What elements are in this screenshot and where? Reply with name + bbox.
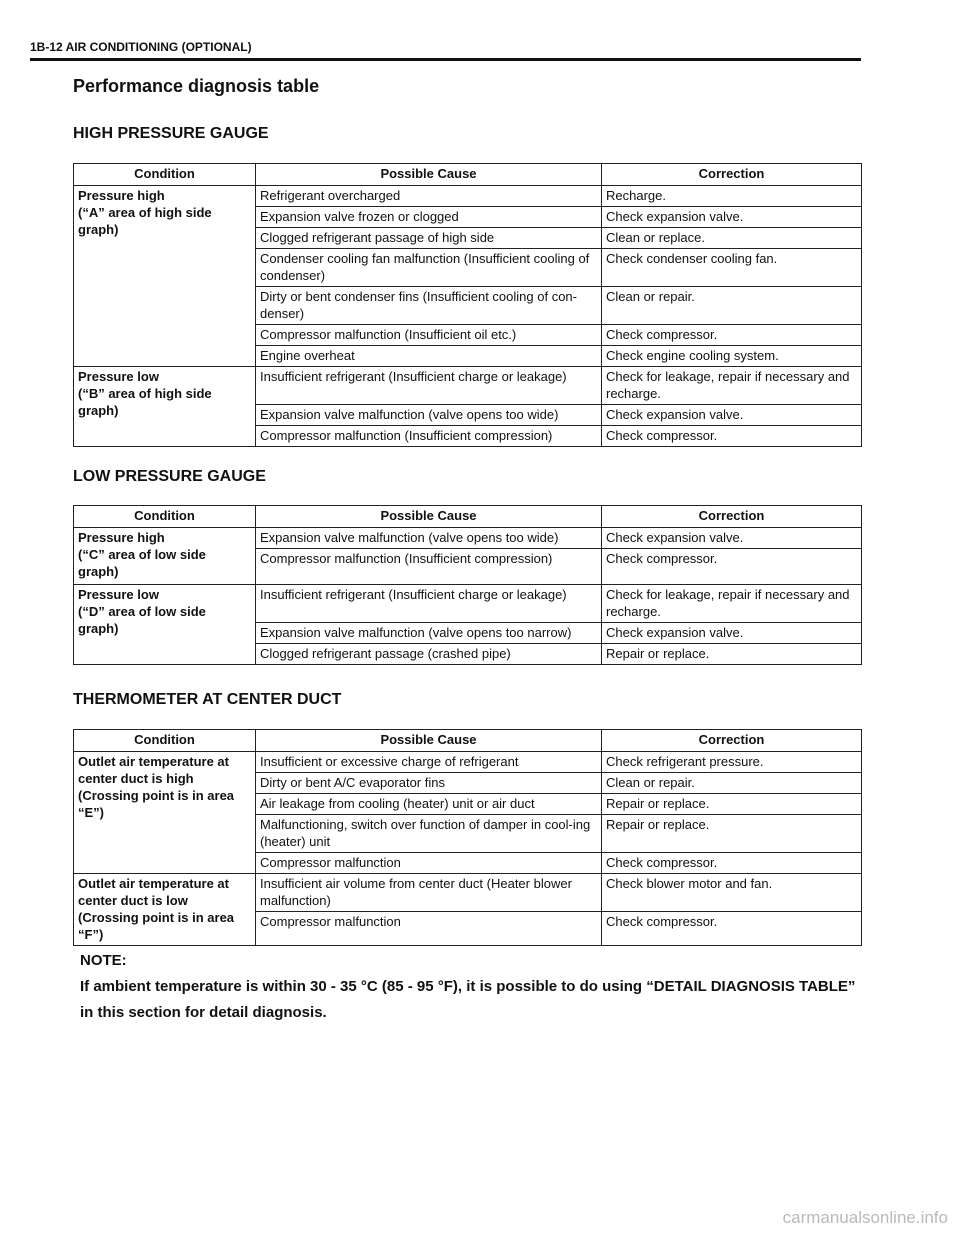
correction-cell: Check blower motor and fan. (602, 874, 862, 912)
column-header-cause: Possible Cause (256, 730, 602, 752)
condition-cell: Outlet air temperature at center duct is low (Crossing point is in area “F”) (74, 874, 256, 946)
cause-cell: Refrigerant overcharged (256, 186, 602, 207)
column-header-correction: Correction (602, 164, 862, 186)
column-header-cause: Possible Cause (256, 164, 602, 186)
correction-cell: Check compressor. (602, 549, 862, 585)
condition-cell: Outlet air temperature at center duct is high (Crossing point is in area “E”) (74, 752, 256, 874)
cause-cell: Condenser cooling fan malfunction (Insufficient cooling of condenser) (256, 249, 602, 287)
cause-cell: Expansion valve malfunction (valve opens too wide) (256, 405, 602, 426)
correction-cell: Check compressor. (602, 426, 862, 447)
cause-cell: Dirty or bent A/C evaporator fins (256, 773, 602, 794)
table-row (74, 585, 862, 623)
cause-cell: Compressor malfunction (256, 912, 602, 946)
high-pressure-table (73, 163, 862, 447)
cause-cell: Clogged refrigerant passage (crashed pipe) (256, 644, 602, 665)
column-header-correction: Correction (602, 730, 862, 752)
section-title-low-pressure: LOW PRESSURE GAUGE (73, 468, 266, 485)
correction-cell: Check compressor. (602, 912, 862, 946)
table-row (74, 528, 862, 549)
correction-cell: Check compressor. (602, 853, 862, 874)
cause-cell: Clogged refrigerant passage of high side (256, 228, 602, 249)
condition-cell: Pressure low (“D” area of low side graph) (74, 585, 256, 665)
note-text: If ambient temperature is within 30 - 35 °C (85 - 95 °F), it is possible to do using “DETAIL DIAGNOSIS TABLE” in this section for detail diagnosis. (80, 978, 856, 1021)
condition-cell: Pressure high (“A” area of high side graph) (74, 186, 256, 367)
cause-cell: Compressor malfunction (Insufficient oil etc.) (256, 325, 602, 346)
table-row (74, 367, 862, 405)
cause-cell: Expansion valve malfunction (valve opens too narrow) (256, 623, 602, 644)
page-title: Performance diagnosis table (73, 76, 320, 96)
note-block (80, 948, 870, 1026)
cause-cell: Malfunctioning, switch over function of damper in cool-ing (heater) unit (256, 815, 602, 853)
cause-cell: Expansion valve frozen or clogged (256, 207, 602, 228)
table-row (74, 874, 862, 912)
cause-cell: Insufficient or excessive charge of refrigerant (256, 752, 602, 773)
correction-cell: Check expansion valve. (602, 207, 862, 228)
thermometer-table (73, 729, 862, 946)
low-pressure-table (73, 505, 862, 665)
cause-cell: Compressor malfunction (256, 853, 602, 874)
correction-cell: Repair or replace. (602, 815, 862, 853)
correction-cell: Check refrigerant pressure. (602, 752, 862, 773)
header-rule (30, 58, 861, 61)
section-title-high-pressure: HIGH PRESSURE GAUGE (73, 125, 269, 142)
watermark-text: carmanualsonline.info (782, 1208, 948, 1227)
condition-cell: Pressure high (“C” area of low side graph) (74, 528, 256, 585)
column-header-condition: Condition (74, 506, 256, 528)
correction-cell: Clean or replace. (602, 228, 862, 249)
correction-cell: Check engine cooling system. (602, 346, 862, 367)
correction-cell: Repair or replace. (602, 794, 862, 815)
cause-cell: Compressor malfunction (Insufficient compression) (256, 426, 602, 447)
correction-cell: Repair or replace. (602, 644, 862, 665)
correction-cell: Check for leakage, repair if necessary and recharge. (602, 585, 862, 623)
condition-cell: Pressure low (“B” area of high side graph) (74, 367, 256, 447)
column-header-cause: Possible Cause (256, 506, 602, 528)
page-header: 1B-12 AIR CONDITIONING (OPTIONAL) (30, 40, 252, 54)
cause-cell: Compressor malfunction (Insufficient compression) (256, 549, 602, 585)
table-row (74, 186, 862, 207)
column-header-condition: Condition (74, 164, 256, 186)
correction-cell: Clean or repair. (602, 287, 862, 325)
correction-cell: Clean or repair. (602, 773, 862, 794)
correction-cell: Check for leakage, repair if necessary and recharge. (602, 367, 862, 405)
correction-cell: Check expansion valve. (602, 528, 862, 549)
column-header-condition: Condition (74, 730, 256, 752)
correction-cell: Check compressor. (602, 325, 862, 346)
cause-cell: Engine overheat (256, 346, 602, 367)
table-header-row (74, 164, 862, 186)
correction-cell: Recharge. (602, 186, 862, 207)
cause-cell: Insufficient refrigerant (Insufficient charge or leakage) (256, 585, 602, 623)
cause-cell: Insufficient air volume from center duct (Heater blower malfunction) (256, 874, 602, 912)
correction-cell: Check expansion valve. (602, 623, 862, 644)
cause-cell: Dirty or bent condenser fins (Insufficient cooling of con-denser) (256, 287, 602, 325)
cause-cell: Expansion valve malfunction (valve opens too wide) (256, 528, 602, 549)
note-label: NOTE: (80, 952, 127, 969)
table-row (74, 752, 862, 773)
cause-cell: Insufficient refrigerant (Insufficient charge or leakage) (256, 367, 602, 405)
correction-cell: Check condenser cooling fan. (602, 249, 862, 287)
correction-cell: Check expansion valve. (602, 405, 862, 426)
column-header-correction: Correction (602, 506, 862, 528)
table-header-row (74, 730, 862, 752)
cause-cell: Air leakage from cooling (heater) unit or air duct (256, 794, 602, 815)
section-title-thermometer: THERMOMETER AT CENTER DUCT (73, 691, 342, 708)
table-header-row (74, 506, 862, 528)
